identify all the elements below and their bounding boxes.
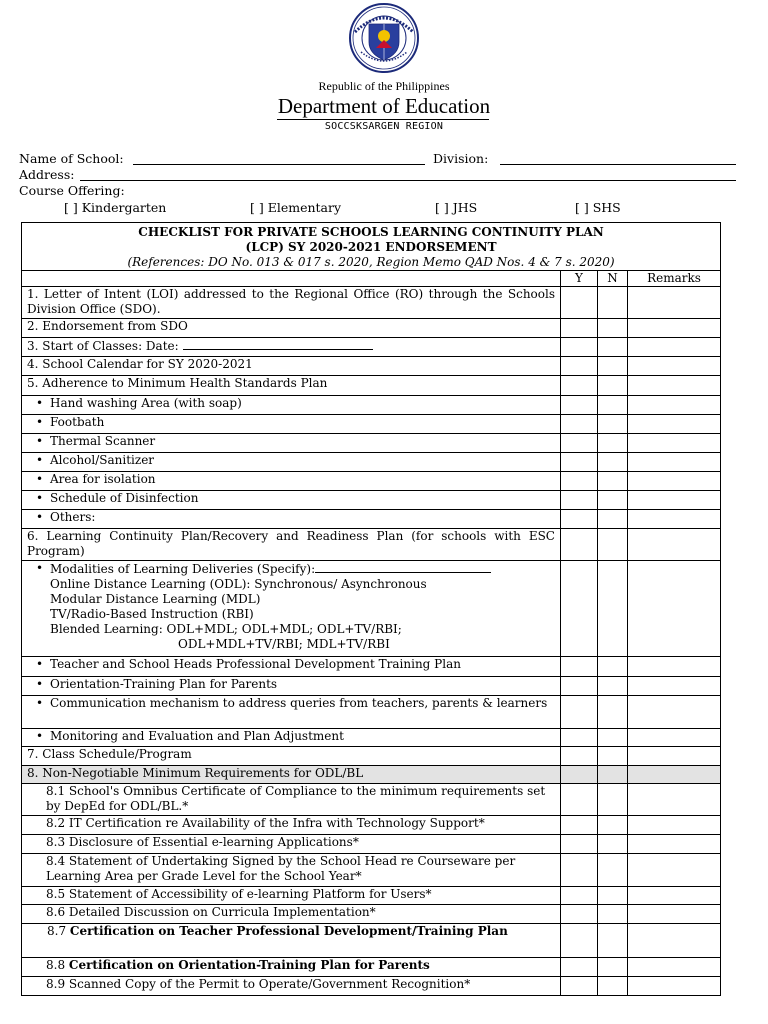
- remarks-cell[interactable]: [628, 887, 721, 905]
- remarks-cell[interactable]: [628, 977, 721, 996]
- n-cell[interactable]: [598, 472, 628, 491]
- item-5-hand-washing: • Hand washing Area (with soap): [22, 396, 561, 415]
- n-cell[interactable]: [598, 319, 628, 338]
- y-cell[interactable]: [561, 287, 598, 319]
- y-cell[interactable]: [561, 854, 598, 887]
- y-cell[interactable]: [561, 677, 598, 696]
- y-cell[interactable]: [561, 453, 598, 472]
- checklist-title-line1: CHECKLIST FOR PRIVATE SCHOOLS LEARNING CONTINUITY PLAN: [138, 225, 604, 239]
- item-5-disinfection: • Schedule of Disinfection: [22, 491, 561, 510]
- n-cell[interactable]: [598, 396, 628, 415]
- department-title: Department of Education: [277, 94, 491, 118]
- y-cell[interactable]: [561, 887, 598, 905]
- yes-column-header: Y: [561, 271, 598, 287]
- remarks-cell[interactable]: [628, 357, 721, 376]
- n-cell[interactable]: [598, 434, 628, 453]
- item-8-5: 8.5 Statement of Accessibility of e-learning Platform for Users*: [22, 887, 561, 905]
- item-5-thermal-scanner: • Thermal Scanner: [22, 434, 561, 453]
- item-8-8-number: 8.8: [46, 958, 66, 972]
- deped-seal-logo: [339, 2, 429, 74]
- n-cell[interactable]: [598, 924, 628, 958]
- checkbox-shs[interactable]: [ ] SHS: [575, 200, 621, 215]
- n-cell[interactable]: [598, 854, 628, 887]
- n-cell[interactable]: [598, 657, 628, 677]
- n-cell[interactable]: [598, 784, 628, 816]
- n-cell[interactable]: [598, 887, 628, 905]
- remarks-cell[interactable]: [628, 657, 721, 677]
- n-cell[interactable]: [598, 816, 628, 835]
- n-cell[interactable]: [598, 357, 628, 376]
- y-cell[interactable]: [561, 747, 598, 766]
- course-offering-label: Course Offering:: [19, 183, 125, 198]
- n-cell[interactable]: [598, 905, 628, 924]
- remarks-cell[interactable]: [628, 854, 721, 887]
- school-name-field[interactable]: [133, 164, 425, 165]
- address-label: Address:: [19, 167, 75, 182]
- remarks-cell[interactable]: [628, 338, 721, 357]
- item-8-7: [22, 924, 561, 958]
- n-cell[interactable]: [598, 453, 628, 472]
- division-field[interactable]: [500, 164, 736, 165]
- remarks-cell[interactable]: [628, 729, 721, 747]
- checkbox-kindergarten[interactable]: [ ] Kindergarten: [64, 200, 167, 215]
- remarks-cell[interactable]: [628, 396, 721, 415]
- n-cell[interactable]: [598, 415, 628, 434]
- item-5-others: • Others:: [22, 510, 561, 529]
- y-cell[interactable]: [561, 905, 598, 924]
- y-cell[interactable]: [561, 924, 598, 958]
- item-8-1: 8.1 School's Omnibus Certificate of Compliance to the minimum requirements set by DepEd for ODL/BL.*: [22, 784, 561, 816]
- item-7: 7. Class Schedule/Program: [22, 747, 561, 766]
- item-5-alcohol: • Alcohol/Sanitizer: [22, 453, 561, 472]
- modality-mdl: Modular Distance Learning (MDL): [50, 592, 261, 606]
- y-cell[interactable]: [561, 729, 598, 747]
- y-cell[interactable]: [561, 696, 598, 729]
- remarks-cell[interactable]: [628, 696, 721, 729]
- modality-blended: Blended Learning: ODL+MDL; ODL+MDL; ODL+TV/RBI;: [50, 622, 402, 636]
- y-cell[interactable]: [561, 784, 598, 816]
- remarks-cell[interactable]: [628, 453, 721, 472]
- y-cell[interactable]: [561, 491, 598, 510]
- y-cell[interactable]: [561, 958, 598, 977]
- n-cell[interactable]: [598, 338, 628, 357]
- item-8-8-text: Certification on Orientation-Training Plan for Parents: [68, 958, 430, 972]
- item-8-4: 8.4 Statement of Undertaking Signed by the School Head re Courseware per Learning Area per Grade Level for the School Year*: [22, 854, 561, 887]
- n-cell[interactable]: [598, 376, 628, 396]
- item-8: 8. Non-Negotiable Minimum Requirements for ODL/BL: [22, 766, 561, 784]
- remarks-cell[interactable]: [628, 319, 721, 338]
- modalities-specify-field[interactable]: [315, 561, 491, 573]
- remarks-cell[interactable]: [628, 287, 721, 319]
- item-6-modalities: [22, 561, 561, 657]
- y-cell[interactable]: [561, 510, 598, 529]
- y-cell[interactable]: [561, 835, 598, 854]
- y-cell[interactable]: [561, 816, 598, 835]
- remarks-cell[interactable]: [628, 924, 721, 958]
- item-3-label: 3. Start of Classes: Date:: [27, 339, 179, 353]
- item-4: 4. School Calendar for SY 2020-2021: [22, 357, 561, 376]
- y-cell[interactable]: [561, 396, 598, 415]
- remarks-cell[interactable]: [628, 529, 721, 561]
- remarks-cell[interactable]: [628, 766, 721, 784]
- remarks-column-header: Remarks: [628, 271, 721, 287]
- y-cell[interactable]: [561, 319, 598, 338]
- item-8-9: 8.9 Scanned Copy of the Permit to Operate/Government Recognition*: [22, 977, 561, 996]
- modality-odl: Online Distance Learning (ODL): Synchronous/ Asynchronous: [50, 577, 427, 591]
- checkbox-jhs[interactable]: [ ] JHS: [435, 200, 478, 215]
- remarks-cell[interactable]: [628, 835, 721, 854]
- remarks-cell[interactable]: [628, 816, 721, 835]
- item-8-2: 8.2 IT Certification re Availability of the Infra with Technology Support*: [22, 816, 561, 835]
- republic-heading: Republic of the Philippines: [318, 79, 450, 93]
- checkbox-elementary[interactable]: [ ] Elementary: [250, 200, 342, 215]
- division-label: Division:: [433, 151, 489, 166]
- remarks-cell[interactable]: [628, 376, 721, 396]
- modality-rbi: TV/Radio-Based Instruction (RBI): [50, 607, 254, 621]
- checklist-references: (References: DO No. 013 & 017 s. 2020, Region Memo QAD Nos. 4 & 7 s. 2020): [127, 255, 615, 269]
- item-8-7-number: 8.7: [47, 924, 67, 938]
- n-cell[interactable]: [598, 677, 628, 696]
- y-cell[interactable]: [561, 529, 598, 561]
- item-6-communication: • Communication mechanism to address queries from teachers, parents & learners: [22, 696, 561, 729]
- y-cell[interactable]: [561, 376, 598, 396]
- remarks-cell[interactable]: [628, 784, 721, 816]
- item-6-parent-orientation: • Orientation-Training Plan for Parents: [22, 677, 561, 696]
- item-2: 2. Endorsement from SDO: [22, 319, 561, 338]
- item-6-monitoring: • Monitoring and Evaluation and Plan Adjustment: [22, 729, 561, 747]
- modality-blended-cont: ODL+MDL+TV/RBI; MDL+TV/RBI: [178, 637, 390, 651]
- checklist-table: [21, 222, 721, 996]
- n-cell[interactable]: [598, 696, 628, 729]
- item-5: 5. Adherence to Minimum Health Standards Plan: [22, 376, 561, 396]
- y-cell[interactable]: [561, 415, 598, 434]
- item-5-footbath: • Footbath: [22, 415, 561, 434]
- y-cell[interactable]: [561, 434, 598, 453]
- y-cell[interactable]: [561, 357, 598, 376]
- remarks-cell[interactable]: [628, 491, 721, 510]
- item-5-isolation: • Area for isolation: [22, 472, 561, 491]
- n-cell[interactable]: [598, 529, 628, 561]
- y-cell[interactable]: [561, 977, 598, 996]
- n-cell[interactable]: [598, 747, 628, 766]
- checklist-header: [22, 223, 721, 271]
- remarks-cell[interactable]: [628, 510, 721, 529]
- y-cell[interactable]: [561, 338, 598, 357]
- y-cell[interactable]: [561, 561, 598, 657]
- item-3: [22, 338, 561, 357]
- item-6: 6. Learning Continuity Plan/Recovery and Readiness Plan (for schools with ESC Program): [22, 529, 561, 561]
- n-cell[interactable]: [598, 977, 628, 996]
- n-cell[interactable]: [598, 491, 628, 510]
- no-column-header: N: [598, 271, 628, 287]
- modalities-label: Modalities of Learning Deliveries (Specify):: [50, 562, 316, 576]
- checklist-title-line2: (LCP) SY 2020-2021 ENDORSEMENT: [245, 240, 497, 254]
- n-cell[interactable]: [598, 835, 628, 854]
- n-cell[interactable]: [598, 287, 628, 319]
- n-cell[interactable]: [598, 561, 628, 657]
- remarks-cell[interactable]: [628, 434, 721, 453]
- remarks-cell[interactable]: [628, 472, 721, 491]
- remarks-cell[interactable]: [628, 677, 721, 696]
- item-8-3: 8.3 Disclosure of Essential e-learning Applications*: [22, 835, 561, 854]
- y-cell[interactable]: [561, 472, 598, 491]
- remarks-cell[interactable]: [628, 747, 721, 766]
- item-column-header: [22, 271, 561, 287]
- title-underline: [277, 119, 489, 120]
- item-8-7-text: Certification on Teacher Professional Development/Training Plan: [69, 924, 508, 938]
- n-cell[interactable]: [598, 958, 628, 977]
- n-cell[interactable]: [598, 510, 628, 529]
- address-field[interactable]: [80, 180, 736, 181]
- n-cell[interactable]: [598, 766, 628, 784]
- item-8-6: 8.6 Detailed Discussion on Curricula Implementation*: [22, 905, 561, 924]
- n-cell[interactable]: [598, 729, 628, 747]
- item-6-pd-training: • Teacher and School Heads Professional Development Training Plan: [22, 657, 561, 677]
- start-date-field[interactable]: [183, 338, 373, 350]
- item-8-8: [22, 958, 561, 977]
- remarks-cell[interactable]: [628, 561, 721, 657]
- y-cell[interactable]: [561, 766, 598, 784]
- remarks-cell[interactable]: [628, 415, 721, 434]
- y-cell[interactable]: [561, 657, 598, 677]
- region-label: SOCCSKSARGEN REGION: [324, 121, 444, 132]
- item-1: 1. Letter of Intent (LOI) addressed to the Regional Office (RO) through the Schools Division Office (SDO).: [22, 287, 561, 319]
- remarks-cell[interactable]: [628, 905, 721, 924]
- school-name-label: Name of School:: [19, 151, 124, 166]
- remarks-cell[interactable]: [628, 958, 721, 977]
